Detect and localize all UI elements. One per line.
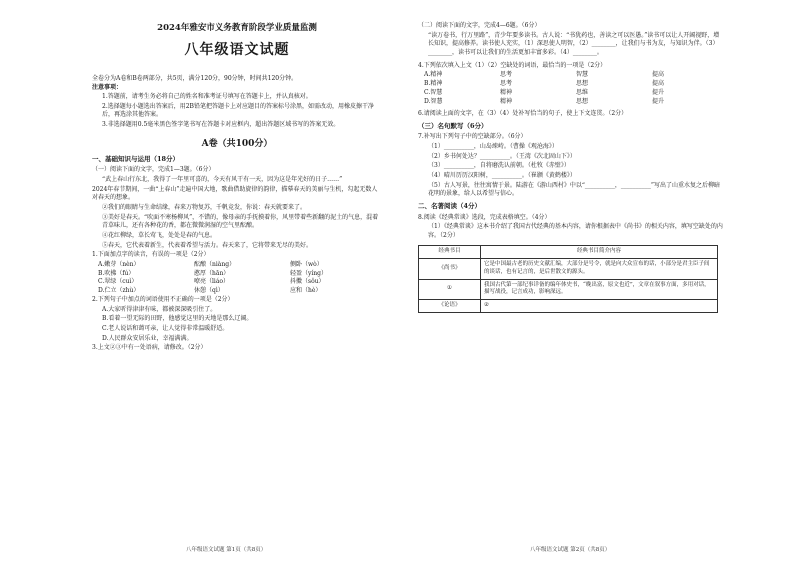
question-1: 1.下面加点字的读音，有误的一项是（2分）	[92, 251, 210, 259]
table-book-cell: 《论语》	[419, 300, 481, 313]
sub1-title: （一）阅读下面的文字，完成1—3题。（6分）	[92, 166, 215, 174]
q1-options	[98, 261, 382, 296]
notice-item: 3.非选择题用0.5毫米黑色签字笔书写在答题卡对应框内，超出答题区域书写的答案无效。	[102, 121, 340, 129]
q1-option: 酝酿（niàng）	[194, 261, 236, 269]
q4-option: 精神	[500, 88, 513, 96]
left-page	[92, 22, 382, 354]
q4-option: 思想	[576, 80, 589, 88]
exam-intro: 全卷分为A卷和B卷两部分，共5页，满分120分，90分钟，时间共120分钟。	[92, 74, 298, 82]
passage-para: 2024年春节期间，一曲“上春山”走遍中国大地，歌曲借助旋律的韵律，描摹春天的美丽与生机，勾起无数人对春天的想象。	[92, 185, 378, 202]
section-a-title: A卷（共100分）	[201, 138, 273, 149]
notice-item: 1.答题前，请考生务必将自己的姓名和准考证号填写在答题卡上，并认真核对。	[102, 92, 312, 100]
part1-title: 一、基础知识与运用（18分）	[92, 154, 180, 163]
q4-option: 提高	[652, 71, 665, 79]
q2-option: C.老人说话和蔼可亲，让人觉得非常温暖舒适。	[102, 324, 229, 332]
q1-option: 抖擞（sǒu）	[290, 278, 325, 286]
notice-item: 2.选择题每小题选出答案后，用2B铅笔把答题卡上对应题目的答案标号涂黑，如需改动，用橡皮擦干净后，再选涂其他答案。	[102, 102, 374, 119]
passage-para: ⑤春天，它代表着新生，代表着希望与活力。春天来了，它将带来无尽的美好。	[102, 241, 313, 249]
table-text-cell[interactable]: ②	[481, 300, 718, 313]
sub2-title: （二）阅读下面的文字，完成4—6题。（6分）	[418, 22, 541, 29]
q1-option: 憨厚（hān）	[194, 269, 230, 277]
q7-item-5: （5）古人写景，往往寓情于景。陆游在《游山西村》中以“__________，__________”写出了山重水复之后柳暗花明的景象，给人以希望与信心。	[428, 181, 720, 198]
q4-option: 思考	[500, 71, 513, 79]
q4-option: 精神	[500, 97, 513, 105]
classics-table	[418, 245, 718, 314]
q4-option: 智慧	[576, 71, 589, 79]
q8-description: （1）《经典常谈》这本书介绍了我国古代经典的基本内容，请你根据表中《尚书》的相关内容，填写空缺处的内容。（2分）	[428, 223, 723, 239]
passage-para: ②我们的眼睛与生命结缘，春来万物复苏，千帆竞发，你说：春天就要来了。	[102, 203, 307, 211]
table-row	[419, 300, 718, 313]
q2-option: D.人民群众安居乐业，幸福满满。	[102, 334, 193, 342]
question-8: 8.阅读《经典常谈》选段，完成表格填空。（4分）	[418, 213, 551, 221]
table-book-cell: 《尚书》	[419, 258, 481, 279]
q1-option: 应和（hè）	[290, 287, 322, 295]
notice-label: 注意事项：	[92, 84, 123, 92]
part2-title: 二、名著阅读（4分）	[418, 202, 482, 211]
q1-option: 休憩（qì）	[194, 287, 224, 295]
q4-option: 思考	[500, 80, 513, 88]
q7-item: （4）晴川历历汉阳树，__________。（崔颢《黄鹤楼》）	[428, 172, 576, 180]
question-2: 2.下列句子中加点的词语使用不正确的一项是（2分）	[92, 295, 234, 303]
left-page-footer: 八年级语文试题 第1页（共8页）	[186, 547, 267, 553]
table-header-row	[419, 245, 718, 258]
q7-item: （2）乡书何处达？__________。（王湾《次北固山下》）	[428, 152, 576, 160]
passage-para: “武上春山行东北，我得了一年里可喜的，今天有风干有一天，因为这是年光好的日子……”	[102, 175, 343, 183]
question-3: 3.上文②③中有一处语病，请修改。（2分）	[92, 344, 207, 352]
passage-para: ④花红柳绿，草长莺飞，处处是春的气息。	[102, 232, 217, 240]
table-text-cell: 我国古代第一部纪事详备的编年体史书，“晚出富，原文也近”，文章在叙事方面，多用对话，描写战役，记言成功，影响深远。	[481, 279, 718, 300]
table-header-cell: 经典书目	[419, 245, 481, 258]
question-4: 4.下列依次填入上文（1）（2）空缺处的词语，最恰当的一项是（2分）	[418, 61, 607, 69]
passage-para: ③美好是春天。“吹面不寒杨柳风”，不错的，像母亲的手抚摸着你，风里带着些新翻的泥土的气息，混着青草味儿，还有各种花的香，都在微微润湿的空气里酝酿。	[102, 213, 379, 230]
q1-option: 侧卧（wò）	[290, 261, 323, 269]
right-page-footer: 八年级语文试题 第2页（共8页）	[530, 547, 611, 553]
table-header-cell: 经典书目简介内容	[481, 245, 718, 258]
q4-option: 提升	[652, 88, 665, 96]
q4-option: B.精神	[424, 80, 443, 88]
q1-option: A.嫩芽（nèn）	[98, 261, 140, 269]
subject-title: 八年级语文试题	[184, 42, 290, 59]
table-text-cell: 它是中国最古老的历史文献汇编，大部分是号令，就是向大众宣布的话，小部分是君主臣子间的谈话，也有记言的，是后世散文的源头。	[481, 258, 718, 279]
q7-item: （3）__________，自将磨洗认前朝。（杜牧《赤壁》）	[428, 162, 570, 170]
q4-option: 提升	[652, 97, 665, 105]
q4-option: 思维	[576, 88, 589, 96]
q1-option: D.伫立（zhù）	[98, 287, 140, 295]
q4-option: 提高	[652, 80, 665, 88]
q2-option: A.大家听得津津有味，都被深深吸引住了。	[102, 305, 217, 313]
q4-option: A.精神	[424, 71, 443, 79]
q4-option: D.智慧	[424, 97, 443, 105]
q1-option: 嘹亮（liáo）	[194, 278, 230, 286]
q7-item: （1）__________，山岛竦峙。（曹操《观沧海》）	[428, 142, 558, 150]
q1-option: 轻盈（yíng）	[290, 269, 328, 277]
q4-options	[424, 71, 724, 106]
question-6: 6.请阅读上面的文字，在（3）（4）处补写恰当的句子，使上下文连贯。（2分）	[418, 110, 628, 118]
table-row	[419, 258, 718, 279]
q1-option: C.翠绿（cuì）	[98, 278, 138, 286]
q4-option: 思想	[576, 97, 589, 105]
passage2-para: “读万卷书，行万里路”，青少年要多读书。古人说：“书犹药也，善读之可以医愚。”读书可以让人开阔视野，增长知识，提高修养。读书使人充实，（1）深思使人明智，（2）________，让我们与书为友，与知识为伴。（3）________，读书可以让我们的生活更加丰富多彩。（4）________。	[428, 31, 720, 57]
exam-title: 2024年雅安市义务教育阶段学业质量监测	[157, 23, 317, 33]
q1-option: B.吹拂（fú）	[98, 269, 135, 277]
question-7: 7.补写出下列句子中的空缺部分。（6分）	[418, 133, 527, 141]
q2-option: B.看着一望无际的田野，他感觉这里的天地是那么辽阔。	[102, 315, 253, 323]
q4-option: C.智慧	[424, 88, 443, 96]
table-row	[419, 279, 718, 300]
right-page	[418, 22, 724, 313]
table-book-cell[interactable]: ①	[419, 279, 481, 300]
sub3-title: （三）名句默写（6分）	[418, 121, 488, 130]
